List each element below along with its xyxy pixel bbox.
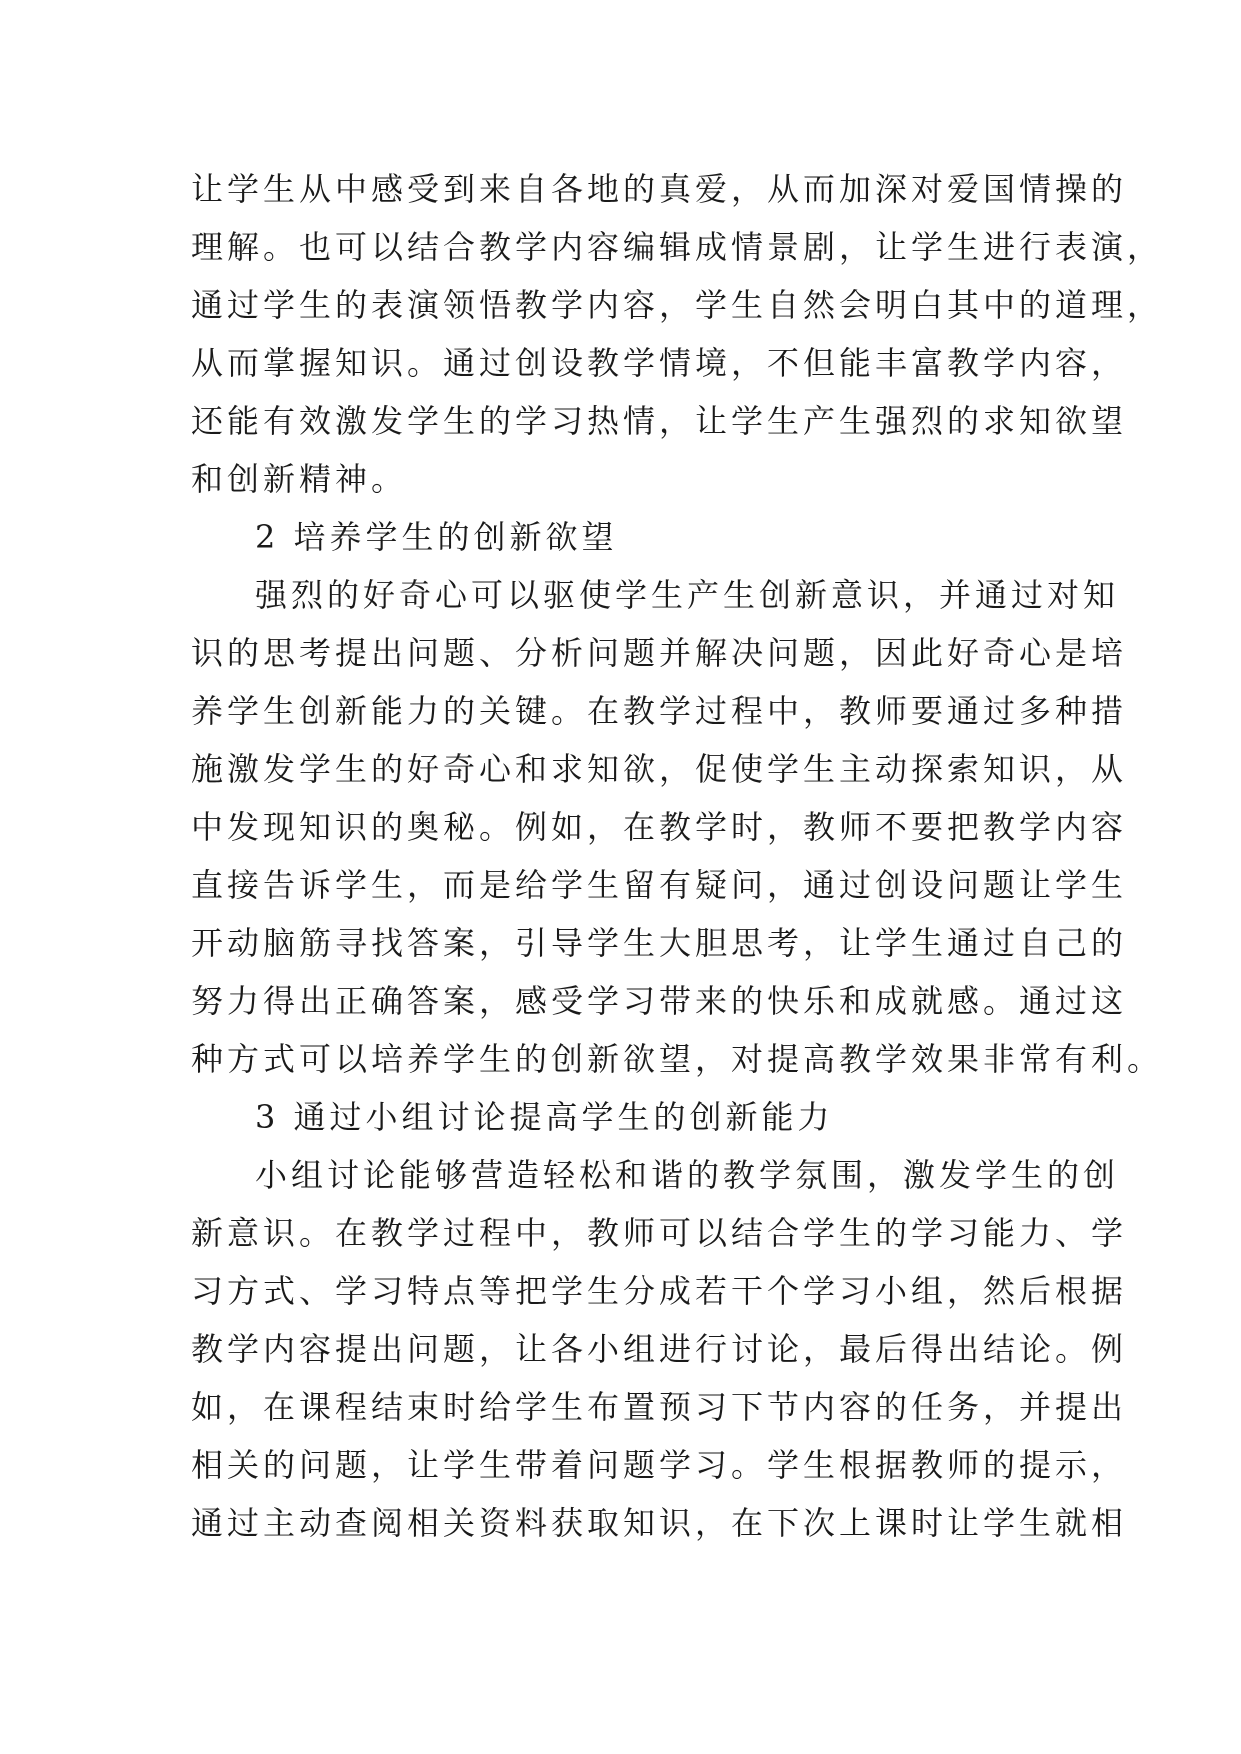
text-line: 直接告诉学生，而是给学生留有疑问，通过创设问题让学生: [191, 866, 1128, 904]
text-line: 养学生创新能力的关键。在教学过程中，教师要通过多种措: [191, 692, 1128, 730]
text-line: 教学内容提出问题，让各小组进行讨论，最后得出结论。例: [191, 1330, 1128, 1368]
text-line: 习方式、学习特点等把学生分成若干个学习小组，然后根据: [191, 1272, 1128, 1310]
text-line: 让学生从中感受到来自各地的真爱，从而加深对爱国情操的: [191, 170, 1128, 208]
text-line: 中发现知识的奥秘。例如，在教学时，教师不要把教学内容: [191, 808, 1128, 846]
text-line: 识的思考提出问题、分析问题并解决问题，因此好奇心是培: [191, 634, 1128, 672]
text-line: 通过学生的表演领悟教学内容，学生自然会明白其中的道理，: [191, 286, 1164, 324]
text-line: 和创新精神。: [191, 460, 408, 498]
text-line: 理解。也可以结合教学内容编辑成情景剧，让学生进行表演，: [191, 228, 1164, 266]
text-line: 努力得出正确答案，感受学习带来的快乐和成就感。通过这: [191, 982, 1128, 1020]
text-line: 种方式可以培养学生的创新欲望，对提高教学效果非常有利。: [191, 1040, 1164, 1078]
text-line: 通过主动查阅相关资料获取知识，在下次上课时让学生就相: [191, 1504, 1128, 1542]
text-line: 如，在课程结束时给学生布置预习下节内容的任务，并提出: [191, 1388, 1128, 1426]
text-line: 开动脑筋寻找答案，引导学生大胆思考，让学生通过自己的: [191, 924, 1128, 962]
text-line: 从而掌握知识。通过创设教学情境，不但能丰富教学内容，: [191, 344, 1128, 382]
text-line: 还能有效激发学生的学习热情，让学生产生强烈的求知欲望: [191, 402, 1128, 440]
text-line: 3 通过小组讨论提高学生的创新能力: [255, 1098, 834, 1136]
body-text: [191, 160, 1164, 1552]
text-line: 新意识。在教学过程中，教师可以结合学生的学习能力、学: [191, 1214, 1128, 1252]
text-line: 强烈的好奇心可以驱使学生产生创新意识，并通过对知: [255, 576, 1120, 614]
text-line: 相关的问题，让学生带着问题学习。学生根据教师的提示，: [191, 1446, 1128, 1484]
text-line: 小组讨论能够营造轻松和谐的教学氛围，激发学生的创: [255, 1156, 1120, 1194]
text-line: 2 培养学生的创新欲望: [255, 518, 618, 556]
text-line: 施激发学生的好奇心和求知欲，促使学生主动探索知识，从: [191, 750, 1128, 788]
